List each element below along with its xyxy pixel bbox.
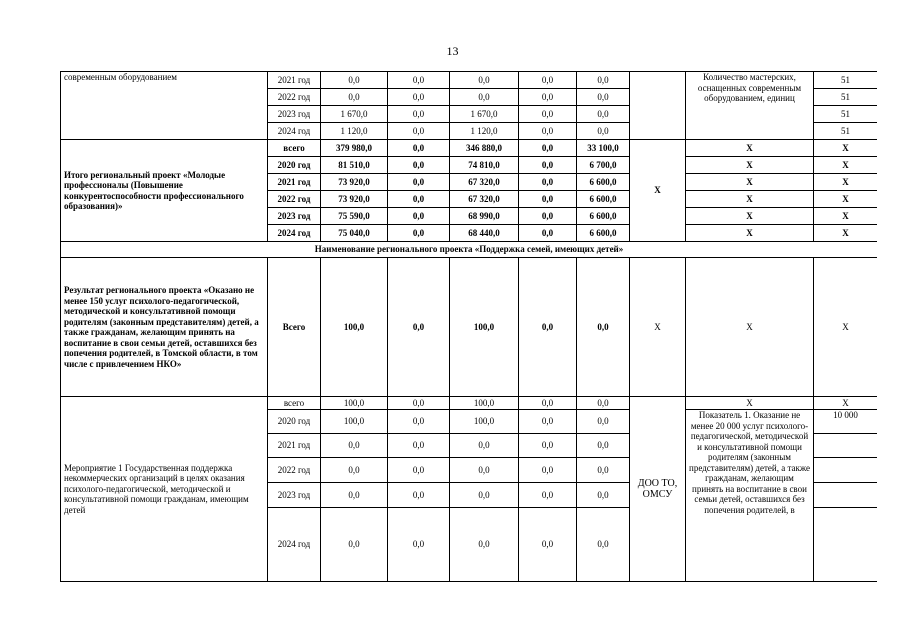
table-cell: 100,0: [321, 258, 388, 397]
table-cell: 6 600,0: [577, 225, 630, 242]
budget-table-container: [60, 71, 877, 583]
table-cell: Х: [686, 258, 814, 397]
table-cell: 0,0: [577, 258, 630, 397]
table-cell: 68 440,0: [450, 225, 519, 242]
table-cell: 0,0: [577, 508, 630, 582]
table-cell: 2022 год: [268, 191, 321, 208]
table-cell: 0,0: [450, 72, 519, 89]
table-cell: 0,0: [388, 225, 450, 242]
table-cell: 0,0: [519, 174, 577, 191]
table-cell: 0,0: [519, 157, 577, 174]
table-cell: Х: [686, 208, 814, 225]
table-cell: Х: [814, 174, 878, 191]
table-cell: Х: [814, 157, 878, 174]
page-number: 13: [446, 44, 459, 58]
table-cell: 0,0: [321, 483, 388, 508]
table-cell: Х: [814, 397, 878, 410]
table-cell: Х: [686, 174, 814, 191]
table-cell: 2022 год: [268, 458, 321, 483]
row-label: Мероприятие 1 Государственная поддержка некоммерческих организаций в целях оказания психолого-педагогической, методической и консультативной помощи гражданам, имеющим детей: [61, 397, 268, 582]
table-cell: Х: [814, 258, 878, 397]
table-cell: 0,0: [388, 89, 450, 106]
table-cell: 2023 год: [268, 106, 321, 123]
table-cell: Всего: [268, 258, 321, 397]
table-cell: 0,0: [577, 123, 630, 140]
table-cell: 0,0: [519, 140, 577, 157]
table-cell: 33 100,0: [577, 140, 630, 157]
table-cell: 0,0: [388, 157, 450, 174]
table-cell: Х: [814, 140, 878, 157]
table-cell: 0,0: [577, 458, 630, 483]
table-cell: 67 320,0: [450, 191, 519, 208]
table-cell: 74 810,0: [450, 157, 519, 174]
table-cell: 0,0: [519, 508, 577, 582]
table-cell: 346 880,0: [450, 140, 519, 157]
table-cell: 100,0: [321, 410, 388, 434]
table-cell: 100,0: [450, 258, 519, 397]
table-cell: всего: [268, 140, 321, 157]
table-cell: Х: [814, 191, 878, 208]
table-cell: 0,0: [519, 72, 577, 89]
table-cell: 75 040,0: [321, 225, 388, 242]
section-header-row: [61, 242, 878, 258]
table-cell: 81 510,0: [321, 157, 388, 174]
table-cell: 51: [814, 123, 878, 140]
table-cell: 1 670,0: [321, 106, 388, 123]
table-cell: 0,0: [450, 89, 519, 106]
table-row: [61, 140, 878, 157]
table-cell: 1 120,0: [321, 123, 388, 140]
table-cell: 0,0: [519, 89, 577, 106]
table-cell: 2022 год: [268, 89, 321, 106]
table-cell: 0,0: [519, 123, 577, 140]
table-cell: 0,0: [519, 434, 577, 458]
table-cell: 2021 год: [268, 72, 321, 89]
table-cell: 0,0: [577, 410, 630, 434]
row-label: Результат регионального проекта «Оказано не менее 150 услуг психолого-педагогической, методической и консультативной помощи родителям (законным представителям) детей, а также гражданам, желающим принять на воспитание в свои семьи детей, оставшихся без попечения родителей, в Томской области, в том числе с привлечением НКО»: [61, 258, 268, 397]
table-cell: 0,0: [388, 483, 450, 508]
table-cell: 0,0: [321, 508, 388, 582]
table-cell: 51: [814, 72, 878, 89]
table-cell: [814, 483, 878, 508]
table-cell: 51: [814, 106, 878, 123]
table-cell: 2024 год: [268, 225, 321, 242]
table-cell: 0,0: [450, 458, 519, 483]
table-cell: 0,0: [577, 89, 630, 106]
table-cell: 0,0: [577, 483, 630, 508]
executor-cell: [630, 72, 686, 140]
table-cell: [814, 508, 878, 582]
table-cell: 51: [814, 89, 878, 106]
table-cell: 6 600,0: [577, 174, 630, 191]
table-cell: 0,0: [388, 397, 450, 410]
table-cell: Х: [814, 208, 878, 225]
table-cell: 0,0: [388, 410, 450, 434]
table-cell: 2020 год: [268, 157, 321, 174]
table-cell: 68 990,0: [450, 208, 519, 225]
table-cell: 0,0: [321, 72, 388, 89]
table-cell: Х: [686, 225, 814, 242]
table-row: [61, 72, 878, 89]
table-cell: 0,0: [519, 410, 577, 434]
table-cell: 2021 год: [268, 434, 321, 458]
table-cell: [814, 434, 878, 458]
table-cell: [814, 458, 878, 483]
executor-cell: Х: [630, 258, 686, 397]
executor-cell: Х: [630, 140, 686, 242]
row-label: Итого региональный проект «Молодые профессионалы (Повышение конкурентоспособности профессионального образования)»: [61, 140, 268, 242]
table-cell: 100,0: [321, 397, 388, 410]
table-cell: 0,0: [321, 89, 388, 106]
table-cell: 0,0: [519, 208, 577, 225]
indicator-cell: Количество мастерских, оснащенных современным оборудованием, единиц: [686, 72, 814, 140]
table-cell: 0,0: [577, 397, 630, 410]
table-cell: 0,0: [519, 458, 577, 483]
table-cell: 100,0: [450, 397, 519, 410]
table-cell: Х: [686, 397, 814, 410]
table-cell: 75 590,0: [321, 208, 388, 225]
table-cell: 0,0: [519, 483, 577, 508]
table-cell: 0,0: [577, 106, 630, 123]
table-cell: 73 920,0: [321, 174, 388, 191]
table-cell: 2023 год: [268, 208, 321, 225]
table-cell: 0,0: [388, 106, 450, 123]
table-cell: 0,0: [450, 483, 519, 508]
budget-table: [60, 71, 877, 582]
table-cell: 0,0: [450, 434, 519, 458]
table-cell: 0,0: [450, 508, 519, 582]
table-cell: 6 600,0: [577, 191, 630, 208]
table-cell: 0,0: [519, 106, 577, 123]
table-cell: 10 000: [814, 410, 878, 434]
table-cell: 2021 год: [268, 174, 321, 191]
table-cell: 0,0: [388, 174, 450, 191]
table-cell: 67 320,0: [450, 174, 519, 191]
table-cell: 2024 год: [268, 123, 321, 140]
table-cell: Х: [686, 140, 814, 157]
table-cell: 0,0: [321, 458, 388, 483]
table-cell: 0,0: [519, 397, 577, 410]
table-cell: 0,0: [519, 225, 577, 242]
executor-cell: ДОО ТО, ОМСУ: [630, 397, 686, 582]
table-cell: 0,0: [519, 191, 577, 208]
table-cell: 2023 год: [268, 483, 321, 508]
table-cell: 0,0: [577, 72, 630, 89]
table-cell: 6 600,0: [577, 208, 630, 225]
table-cell: 0,0: [577, 434, 630, 458]
row-label: современным оборудованием: [61, 72, 268, 140]
table-row: [61, 258, 878, 397]
table-cell: 0,0: [388, 208, 450, 225]
table-cell: 73 920,0: [321, 191, 388, 208]
section-header: Наименование регионального проекта «Поддержка семей, имеющих детей»: [61, 242, 878, 258]
indicator-cell: Показатель 1. Оказание не менее 20 000 услуг психолого-педагогической, методической и консультативной помощи родителям (законным представителям) детей, а также гражданам, желающим принять на воспитание в свои семьи детей, оставшихся без попечения родителей, в: [686, 410, 814, 582]
table-cell: 0,0: [388, 258, 450, 397]
table-cell: 0,0: [388, 508, 450, 582]
table-row: [61, 397, 878, 410]
table-cell: 0,0: [388, 191, 450, 208]
table-cell: 2024 год: [268, 508, 321, 582]
table-cell: 1 670,0: [450, 106, 519, 123]
table-cell: Х: [814, 225, 878, 242]
table-cell: 0,0: [321, 434, 388, 458]
table-cell: 100,0: [450, 410, 519, 434]
table-cell: 1 120,0: [450, 123, 519, 140]
table-cell: 0,0: [388, 123, 450, 140]
table-cell: 0,0: [388, 140, 450, 157]
table-cell: 2020 год: [268, 410, 321, 434]
table-cell: Х: [686, 191, 814, 208]
table-cell: 6 700,0: [577, 157, 630, 174]
table-cell: всего: [268, 397, 321, 410]
table-cell: 379 980,0: [321, 140, 388, 157]
table-cell: 0,0: [388, 72, 450, 89]
table-cell: 0,0: [519, 258, 577, 397]
table-cell: 0,0: [388, 434, 450, 458]
table-cell: Х: [686, 157, 814, 174]
table-cell: 0,0: [388, 458, 450, 483]
